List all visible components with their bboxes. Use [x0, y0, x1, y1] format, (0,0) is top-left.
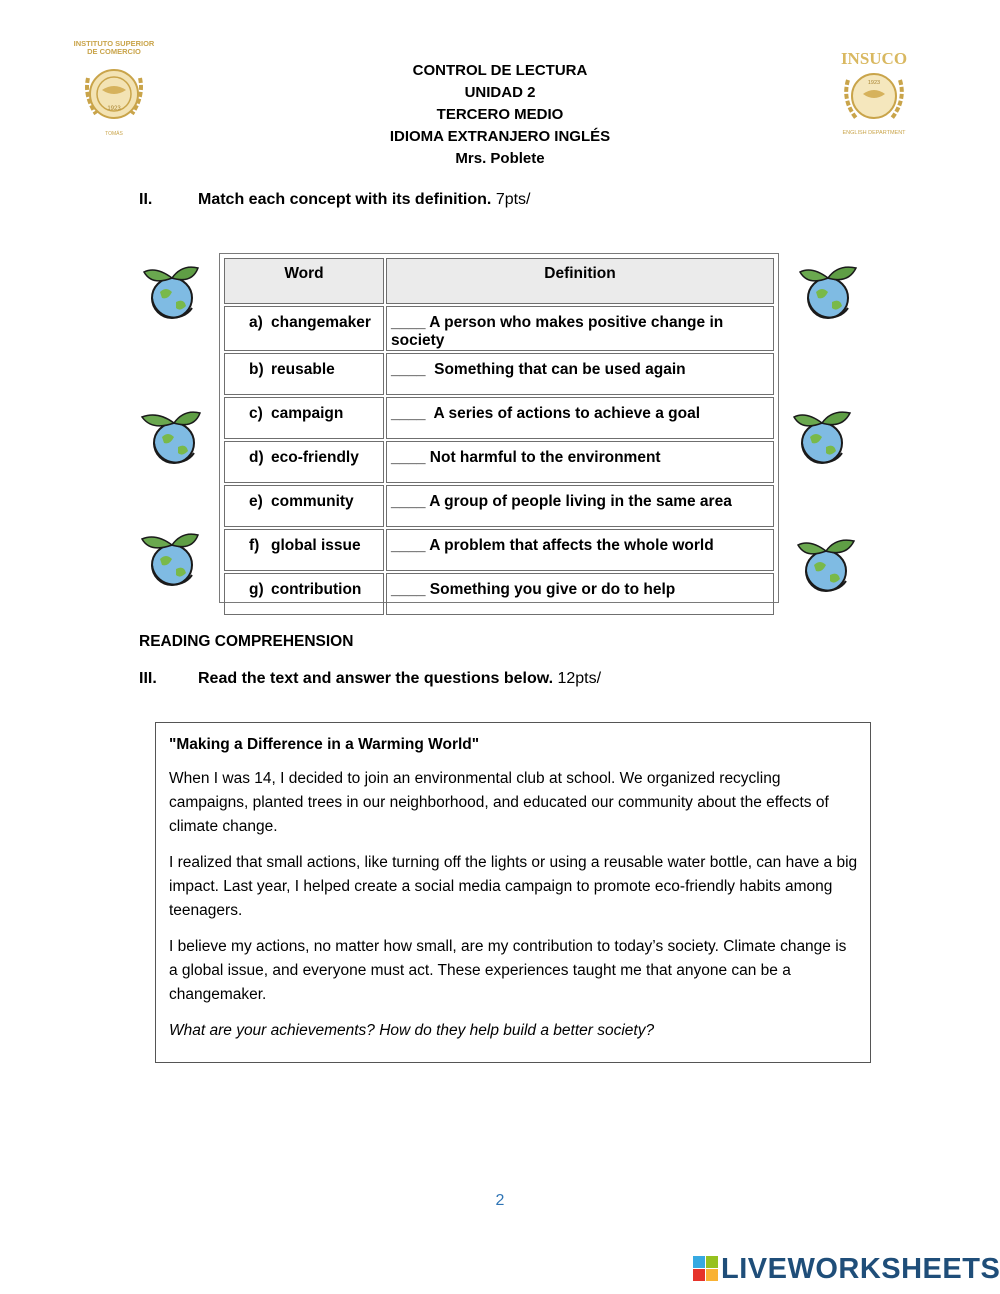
- table-row: [224, 306, 774, 351]
- word-cell: [224, 306, 384, 351]
- section-2-instruction: Match each concept with its definition.: [198, 191, 492, 208]
- definition-cell: [386, 441, 774, 483]
- table-row: [224, 441, 774, 483]
- globe-plant-icon: [138, 527, 204, 589]
- section-3-number: III.: [139, 670, 157, 687]
- answer-blank[interactable]: ____: [391, 361, 426, 378]
- definition-cell: [386, 529, 774, 571]
- section-3-instruction: Read the text and answer the questions below.: [198, 670, 554, 687]
- logo-right-line: ENGLISH DEPARTMENT: [842, 130, 906, 136]
- section-2-heading: [139, 191, 839, 213]
- section-3-instruction-line: [198, 670, 601, 688]
- answer-blank[interactable]: ____: [391, 493, 426, 510]
- definition-cell: [386, 397, 774, 439]
- definition-cell: [386, 485, 774, 527]
- vocab-word: campaign: [271, 405, 344, 422]
- vocab-definition: Something you give or do to help: [429, 581, 676, 598]
- row-letter: c): [249, 405, 263, 422]
- answer-blank[interactable]: ____: [391, 314, 426, 331]
- word-cell: [224, 397, 384, 439]
- row-letter: d): [249, 449, 264, 466]
- reading-comprehension-heading: READING COMPREHENSION: [139, 633, 354, 650]
- section-2-points: 7pts/: [495, 191, 531, 208]
- globe-plant-icon: [138, 262, 204, 324]
- logo-right-line: INSUCO: [840, 49, 908, 68]
- liveworksheets-brand: LIVEWORKSHEETS: [721, 1252, 1000, 1285]
- table-row: [224, 529, 774, 571]
- header-line: TERCERO MEDIO: [436, 106, 564, 123]
- vocab-table: [222, 256, 776, 617]
- vocab-definition: Not harmful to the environment: [429, 449, 661, 466]
- header-line: IDIOMA EXTRANJERO INGLÉS: [389, 128, 611, 145]
- row-letter: e): [249, 493, 263, 510]
- reading-question: What are your achievements? How do they help build a better society?: [169, 1022, 655, 1039]
- vocab-definition: A group of people living in the same area: [429, 493, 732, 510]
- section-2-instruction-line: [198, 191, 531, 209]
- row-letter: a): [249, 314, 263, 331]
- insuco-emblem-icon: [830, 48, 918, 138]
- vocab-definition: A series of actions to achieve a goal: [433, 405, 700, 422]
- logo-left-line: DE COMERCIO: [87, 47, 141, 56]
- definition-cell: [386, 573, 774, 615]
- row-letter: g): [249, 581, 264, 598]
- vocab-word: contribution: [271, 581, 362, 598]
- header-line: Mrs. Poblete: [455, 150, 545, 167]
- vocab-table-header-row: [224, 258, 774, 304]
- globe-plant-icon: [792, 405, 858, 467]
- reading-title: "Making a Difference in a Warming World": [169, 736, 480, 753]
- vocab-word: eco-friendly: [271, 449, 359, 466]
- word-cell: [224, 441, 384, 483]
- logo-left-line: INSTITUTO SUPERIOR: [73, 39, 155, 48]
- liveworksheets-logo: [693, 1252, 1000, 1286]
- department-logo-right: [830, 48, 918, 148]
- logo-left-line: TOMÁS: [105, 131, 123, 137]
- vocab-definition: A problem that affects the whole world: [429, 537, 714, 554]
- school-logo-left: [70, 38, 158, 138]
- vocab-definition: Something that can be used again: [434, 361, 686, 378]
- definition-cell: [386, 353, 774, 395]
- answer-blank[interactable]: ____: [391, 449, 426, 466]
- reading-text-box: [155, 722, 871, 1063]
- word-cell: [224, 485, 384, 527]
- vocab-word: reusable: [271, 361, 335, 378]
- table-row: [224, 485, 774, 527]
- answer-blank[interactable]: ____: [391, 581, 426, 598]
- globe-plant-icon: [138, 405, 204, 467]
- globe-plant-icon: [798, 262, 864, 324]
- row-letter: b): [249, 361, 264, 378]
- vocab-header-definition: Definition: [386, 258, 774, 304]
- page-number: 2: [495, 1192, 505, 1209]
- globe-plant-icon: [796, 535, 862, 597]
- table-row: [224, 573, 774, 615]
- section-3-heading: [139, 670, 839, 692]
- table-row: [224, 353, 774, 395]
- word-cell: [224, 529, 384, 571]
- vocab-word: global issue: [271, 537, 361, 554]
- header-line: CONTROL DE LECTURA: [412, 62, 588, 79]
- logo-right-line: 1923: [867, 80, 881, 86]
- section-3-points: 12pts/: [557, 670, 602, 687]
- laurel-emblem-icon: [70, 38, 158, 138]
- reading-paragraph: When I was 14, I decided to join an environmental club at school. We organized recycling campaigns, planted trees in our neighborhood, and educated our community about the effects of climate change.: [169, 770, 829, 835]
- reading-paragraph: I realized that small actions, like turning off the lights or using a reusable water bottle, can have a big impact. Last year, I helped create a social media campaign to promote eco-friendly habits among teenagers.: [169, 854, 858, 919]
- answer-blank[interactable]: ____: [391, 405, 426, 422]
- word-cell: [224, 573, 384, 615]
- vocab-definition: A person who makes positive change in society: [391, 314, 724, 349]
- header-line: UNIDAD 2: [464, 84, 536, 101]
- reading-paragraph: I believe my actions, no matter how small, are my contribution to today’s society. Climate change is a global issue, and everyone must act. These experiences taught me that anyone can be a changemaker.: [169, 938, 847, 1003]
- row-letter: f): [249, 537, 260, 554]
- vocab-header-word: Word: [224, 258, 384, 304]
- section-2-number: II.: [139, 191, 153, 208]
- liveworksheets-blocks-icon: [693, 1256, 719, 1282]
- logo-left-line: 1923: [107, 106, 121, 112]
- vocab-table-frame: [219, 253, 779, 603]
- table-row: [224, 397, 774, 439]
- answer-blank[interactable]: ____: [391, 537, 426, 554]
- word-cell: [224, 353, 384, 395]
- definition-cell: [386, 306, 774, 351]
- vocab-word: community: [271, 493, 354, 510]
- vocab-word: changemaker: [271, 314, 371, 331]
